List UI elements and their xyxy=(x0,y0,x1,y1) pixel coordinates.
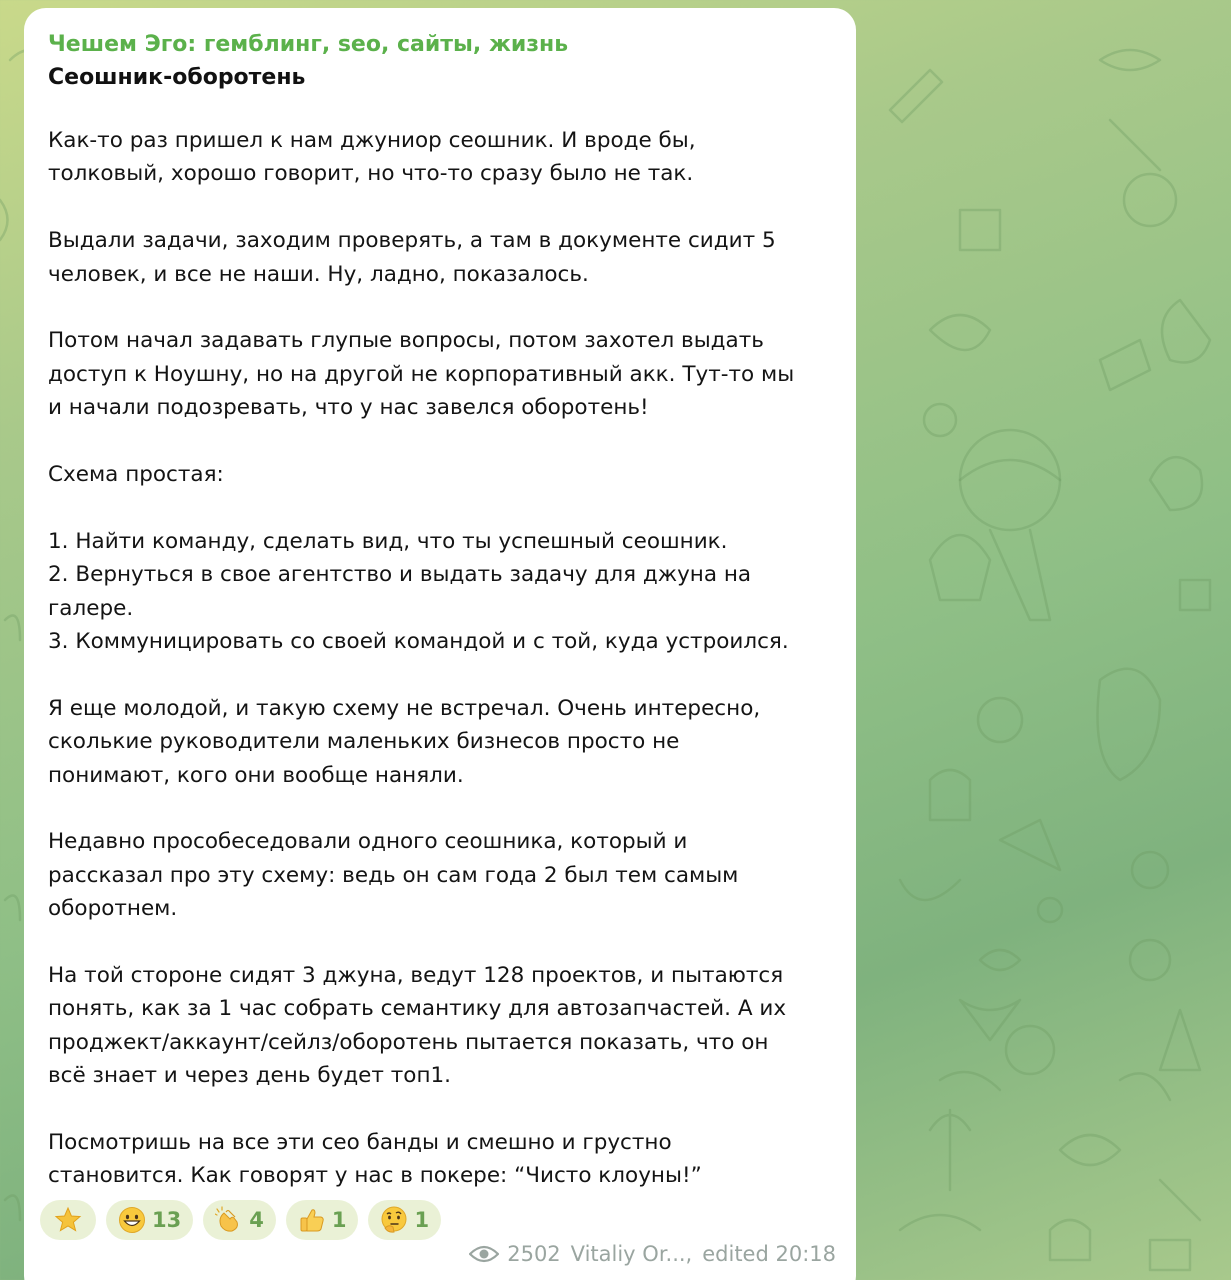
text-line: проджект/аккаунт/сейлз/оборотень пытается показать, что он xyxy=(48,1029,769,1055)
text-line: толковый, хорошо говорит, но что-то сразу было не так. xyxy=(48,161,694,187)
text-line: становится. Как говорят у нас в покере: “Чисто клоуны!” xyxy=(48,1163,702,1189)
text-line: На той стороне сидят 3 джуна, ведут 128 проектов, и пытаются xyxy=(48,963,784,989)
grinning-face-icon xyxy=(118,1206,146,1234)
message-meta xyxy=(469,1242,836,1266)
list-item: 1. Найти команду, сделать вид, что ты успешный сеошник. xyxy=(48,528,728,554)
paragraph xyxy=(48,1126,832,1193)
channel-name[interactable]: Чешем Эго: гемблинг, seo, сайты, жизнь xyxy=(48,32,569,57)
text-line: Выдали задачи, заходим проверять, а там в документе сидит 5 xyxy=(48,228,776,254)
numbered-list xyxy=(48,525,832,659)
paragraph xyxy=(48,458,832,491)
thinking-face-icon xyxy=(380,1206,408,1234)
reaction-grinning[interactable] xyxy=(106,1200,193,1240)
paragraph xyxy=(48,959,832,1093)
reaction-star[interactable] xyxy=(40,1200,96,1240)
reaction-count: 1 xyxy=(414,1208,430,1232)
text-line: понимают, кого они вообще наняли. xyxy=(48,762,464,788)
eye-icon xyxy=(469,1244,499,1264)
paragraph xyxy=(48,692,832,792)
text-line: человек, и все не наши. Ну, ладно, показалось. xyxy=(48,261,589,287)
reaction-thumbs-up[interactable] xyxy=(286,1200,359,1240)
text-line: Потом начал задавать глупые вопросы, потом захотел выдать xyxy=(48,328,764,354)
reaction-clap[interactable] xyxy=(203,1200,276,1240)
list-item: галере. xyxy=(48,595,134,621)
text-line: Посмотришь на все эти сео банды и смешно и грустно xyxy=(48,1130,672,1156)
list-item: 2. Вернуться в свое агентство и выдать задачу для джуна на xyxy=(48,562,752,588)
text-line: Я еще молодой, и такую схему не встречал. Очень интересно, xyxy=(48,695,761,721)
paragraph xyxy=(48,324,832,424)
reaction-thinking[interactable] xyxy=(368,1200,441,1240)
text-line: Схема простая: xyxy=(48,462,224,488)
author-signature: Vitaliy Or..., xyxy=(570,1242,693,1266)
text-line: всё знает и через день будет топ1. xyxy=(48,1063,452,1089)
text-line: доступ к Ноушну, но на другой не корпоративный акк. Тут-то мы xyxy=(48,361,795,387)
views-count: 2502 xyxy=(507,1242,561,1266)
thumbs-up-icon xyxy=(298,1206,326,1234)
text-line: сколькие руководители маленьких бизнесов просто не xyxy=(48,729,680,755)
text-line: оборотнем. xyxy=(48,896,178,922)
post-body xyxy=(48,124,832,1193)
message-bubble xyxy=(24,8,856,1280)
list-item: 3. Коммуницировать со своей командой и с той, куда устроился. xyxy=(48,629,789,655)
paragraph xyxy=(48,124,832,191)
text-line: Недавно прособеседовали одного сеошника, который и xyxy=(48,829,688,855)
text-line: понять, как за 1 час собрать семантику для автозапчастей. А их xyxy=(48,996,787,1022)
text-line: рассказал про эту схему: ведь он сам года 2 был тем самым xyxy=(48,862,739,888)
text-line: Как-то раз пришел к нам джуниор сеошник. И вроде бы, xyxy=(48,128,696,153)
reaction-count: 4 xyxy=(249,1208,264,1232)
paragraph xyxy=(48,825,832,925)
reaction-count: 1 xyxy=(331,1208,347,1232)
clapping-hands-icon xyxy=(215,1206,243,1234)
reactions-bar xyxy=(40,1200,441,1240)
text-line: и начали подозревать, что у нас завелся оборотень! xyxy=(48,395,649,421)
star-icon xyxy=(54,1206,82,1234)
edited-time: edited 20:18 xyxy=(702,1242,836,1266)
reaction-count: 13 xyxy=(152,1208,182,1232)
paragraph xyxy=(48,224,832,291)
post-title: Сеошник-оборотень xyxy=(48,65,306,90)
